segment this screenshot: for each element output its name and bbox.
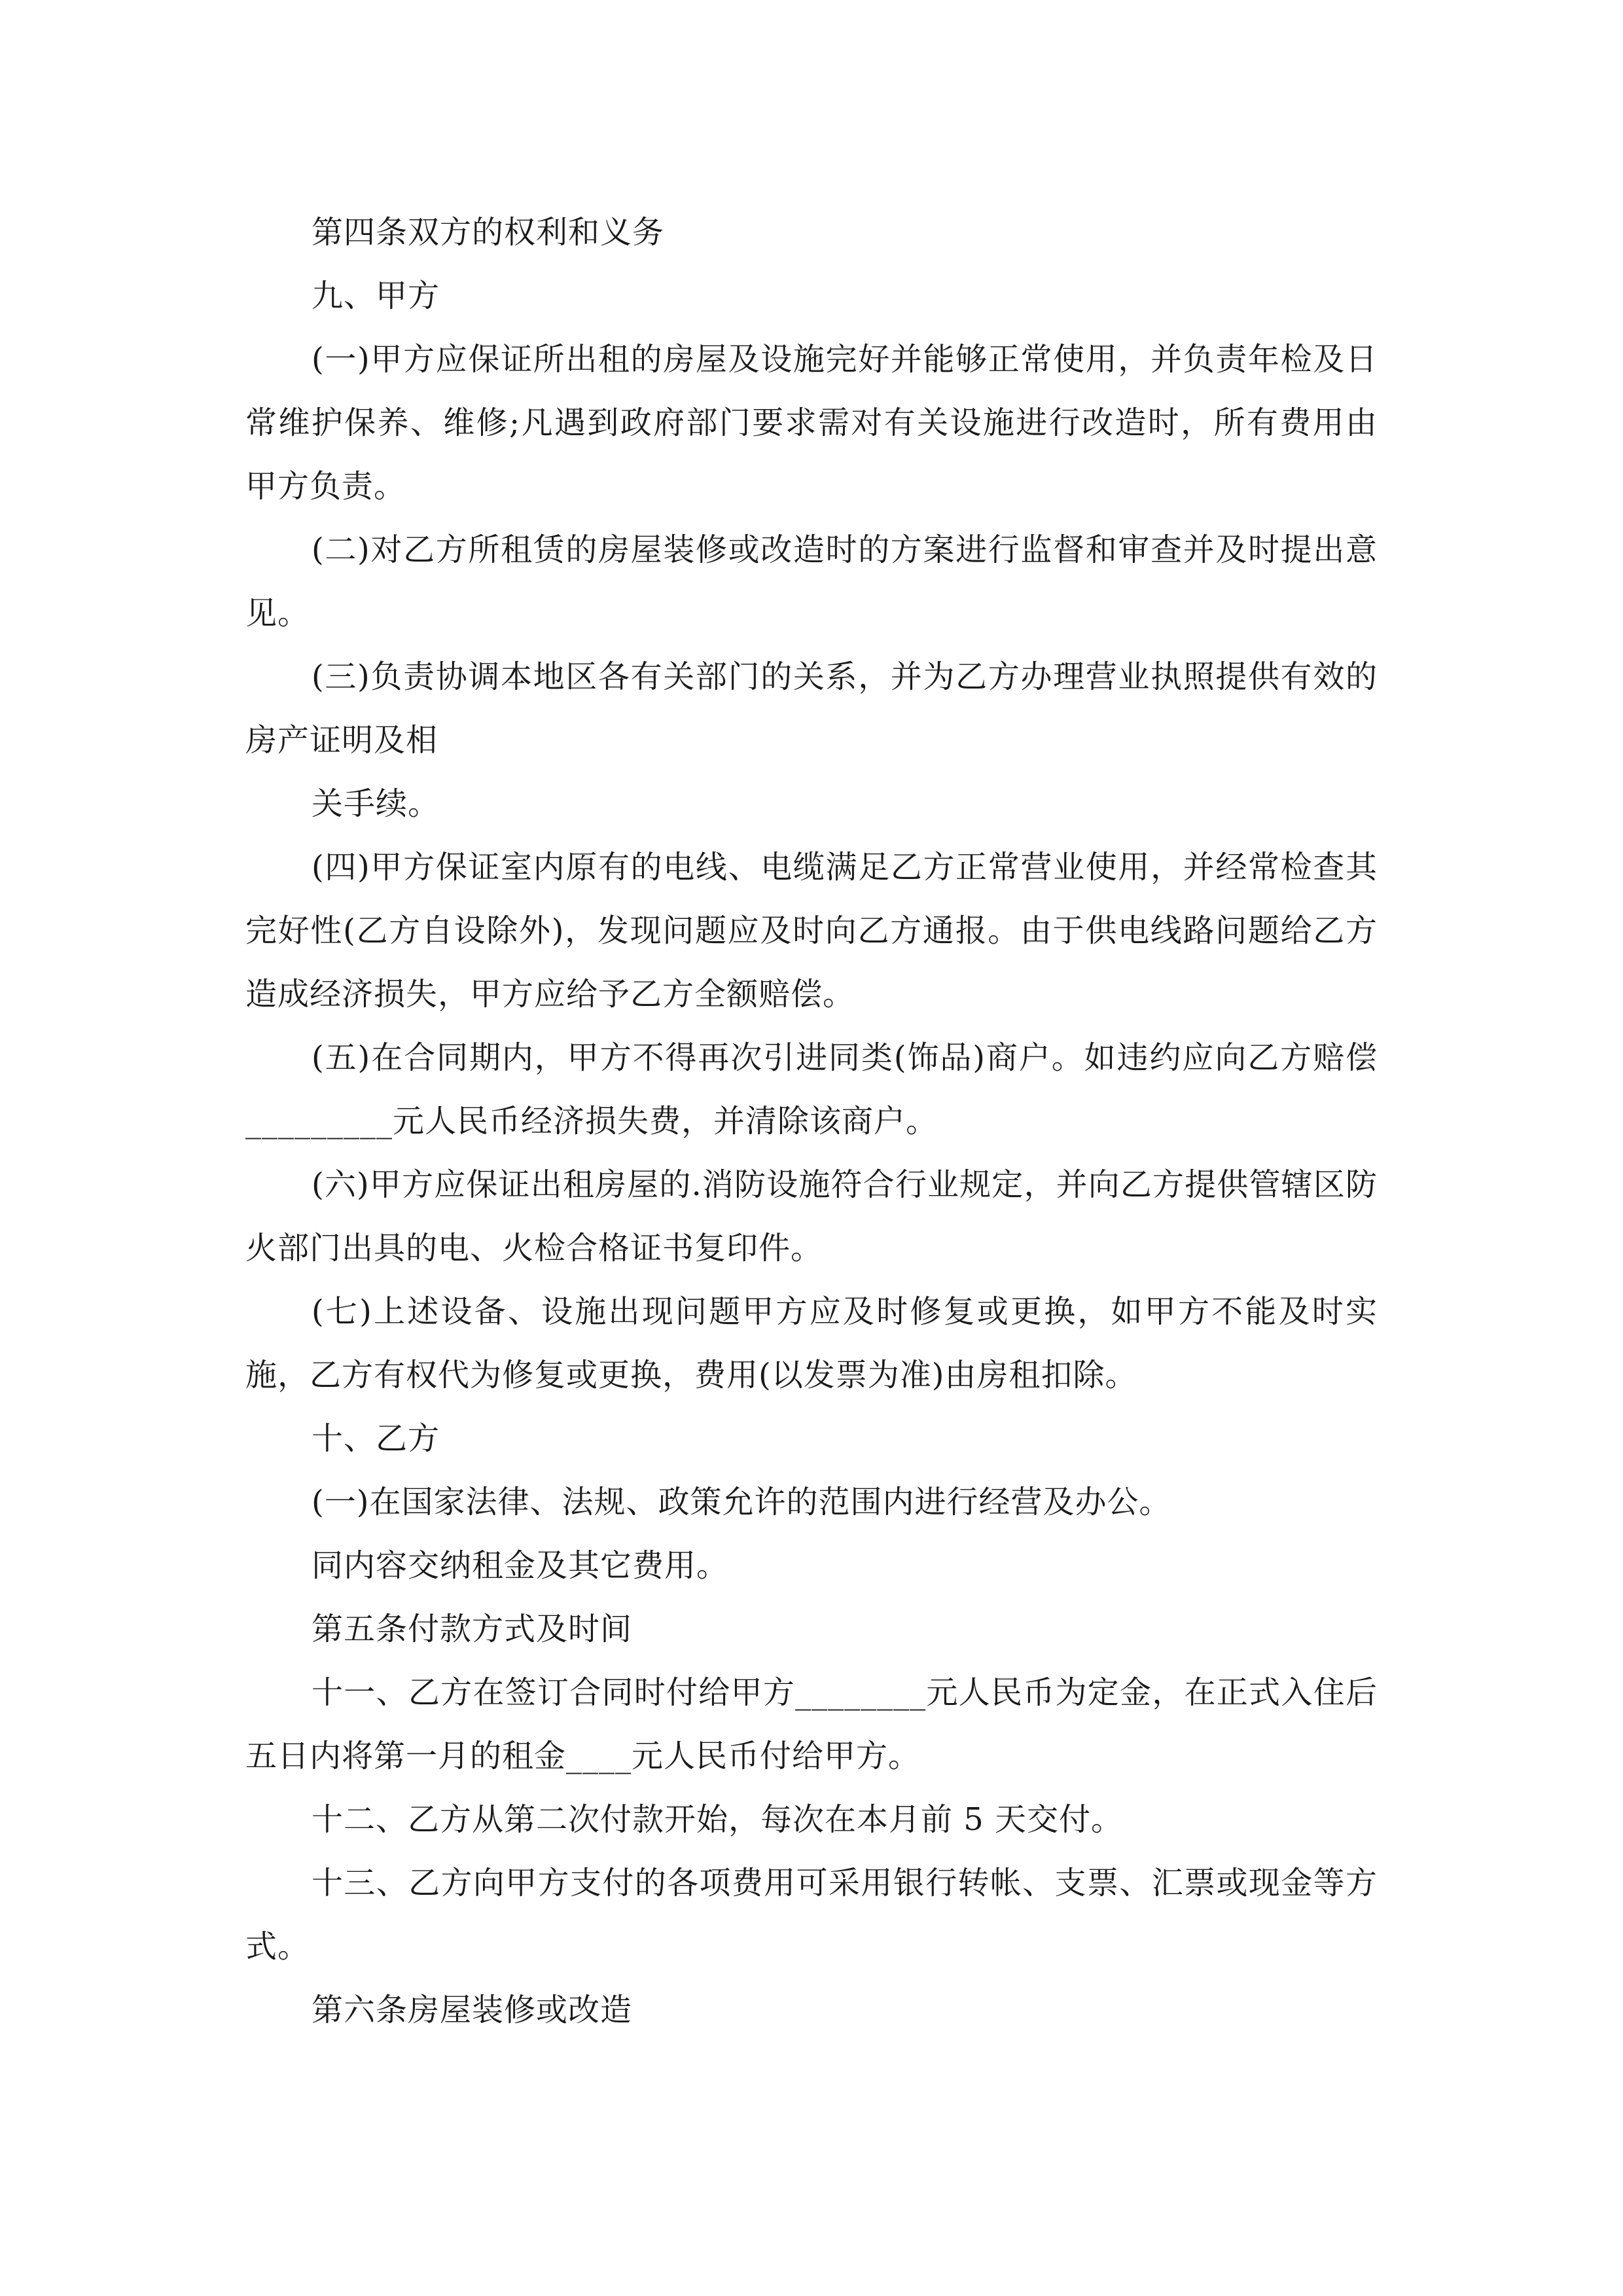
article-heading: 第五条付款方式及时间	[312, 1611, 633, 1647]
section-heading: 十、乙方	[312, 1420, 440, 1457]
clause-paragraph: (五)在合同期内，甲方不得再次引进同类(饰品)商户。如违约应向乙方赔偿_________元人民币经济损失费，并清除该商户。	[245, 1039, 1378, 1139]
article-heading: 第四条双方的权利和义务	[312, 214, 665, 251]
document-body	[245, 201, 1378, 2042]
clause-paragraph: 同内容交纳租金及其它费用。	[312, 1547, 729, 1584]
clause-paragraph: (一)在国家法律、法规、政策允许的范围内进行经营及办公。	[312, 1484, 1171, 1520]
clause-paragraph: 十二、乙方从第二次付款开始，每次在本月前 5 天交付。	[312, 1801, 1124, 1838]
clause-paragraph: 十三、乙方向甲方支付的各项费用可采用银行转帐、支票、汇票或现金等方式。	[245, 1865, 1378, 1965]
article-heading: 第六条房屋装修或改造	[312, 1992, 633, 2028]
clause-paragraph: (六)甲方应保证出租房屋的.消防设施符合行业规定，并向乙方提供管辖区防火部门出具的电、火检合格证书复印件。	[245, 1166, 1378, 1266]
clause-paragraph: 关手续。	[312, 785, 440, 822]
clause-paragraph: (二)对乙方所租赁的房屋装修或改造时的方案进行监督和审查并及时提出意见。	[245, 531, 1378, 632]
section-heading: 九、甲方	[312, 278, 440, 314]
clause-paragraph: (一)甲方应保证所出租的房屋及设施完好并能够正常使用，并负责年检及日常维护保养、维修;凡遇到政府部门要求需对有关设施进行改造时，所有费用由甲方负责。	[245, 341, 1378, 505]
clause-paragraph: 十一、乙方在签订合同时付给甲方________元人民币为定金，在正式入住后五日内将第一月的租金____元人民币付给甲方。	[245, 1674, 1378, 1774]
clause-paragraph: (四)甲方保证室内原有的电线、电缆满足乙方正常营业使用，并经常检查其完好性(乙方自设除外)，发现问题应及时向乙方通报。由于供电线路问题给乙方造成经济损失，甲方应给予乙方全额赔偿。	[245, 849, 1378, 1013]
clause-paragraph: (七)上述设备、设施出现问题甲方应及时修复或更换，如甲方不能及时实施，乙方有权代为修复或更换，费用(以发票为准)由房租扣除。	[245, 1293, 1378, 1393]
clause-paragraph: (三)负责协调本地区各有关部门的关系，并为乙方办理营业执照提供有效的房产证明及相	[245, 658, 1378, 759]
